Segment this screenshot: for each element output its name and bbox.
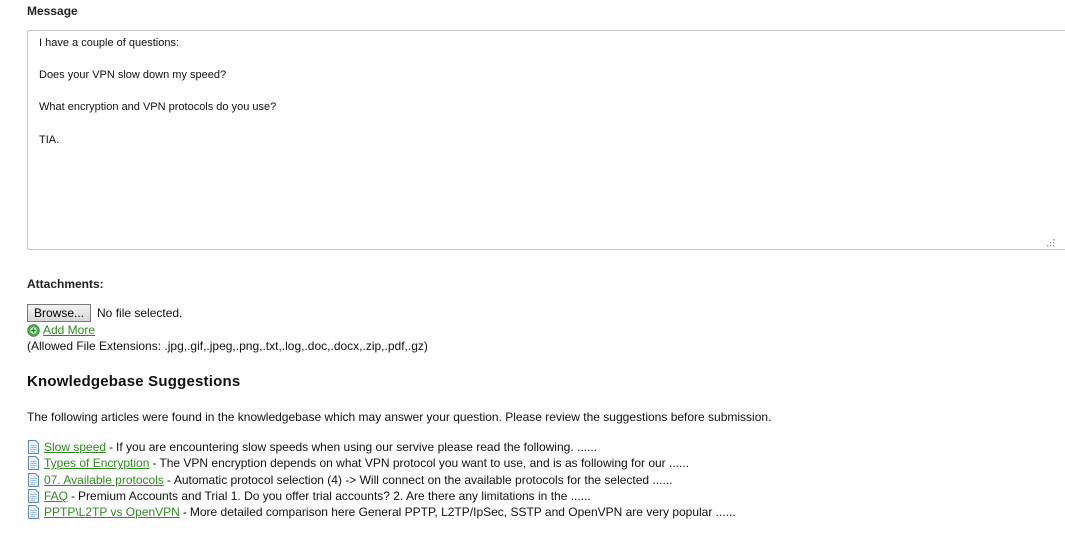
document-icon (27, 473, 40, 487)
no-file-text: No file selected. (97, 306, 183, 320)
add-more-row (27, 323, 95, 337)
message-line: TIA. (39, 134, 60, 146)
message-textarea[interactable] (27, 30, 1065, 250)
add-icon[interactable] (27, 324, 40, 337)
kb-article-excerpt: The VPN encryption depends on what VPN protocol you want to use, and is as following for our ...... (159, 456, 690, 471)
kb-article-link[interactable]: FAQ (44, 489, 69, 504)
file-input (27, 304, 182, 322)
browse-button[interactable]: Browse... (27, 304, 91, 322)
attachments-label: Attachments: (27, 277, 104, 291)
document-icon (27, 505, 40, 519)
kb-article-item: Slow speed - If you are encountering slow speeds when using our servive please read the following. ...... (27, 439, 736, 455)
document-icon (27, 456, 40, 470)
kb-heading: Knowledgebase Suggestions (27, 373, 241, 390)
document-icon (27, 440, 40, 454)
kb-article-link[interactable]: 07. Available protocols (44, 472, 164, 487)
kb-article-excerpt: Automatic protocol selection (4) -> Will connect on the available protocols for the selected ...... (173, 472, 673, 487)
kb-article-excerpt: If you are encountering slow speeds when using our servive please read the following. ...... (116, 440, 597, 455)
kb-article-item: PPTP\L2TP vs OpenVPN - More detailed comparison here General PPTP, L2TP/IpSec, SSTP and OpenVPN are very popular ...... (27, 504, 736, 520)
resize-grip-icon[interactable] (1045, 237, 1055, 247)
kb-article-excerpt: Premium Accounts and Trial 1. Do you offer trial accounts? 2. Are there any limitations in the ...... (78, 489, 591, 504)
message-line: Does your VPN slow down my speed? (39, 69, 227, 81)
kb-article-item: FAQ - Premium Accounts and Trial 1. Do you offer trial accounts? 2. Are there any limitations in the ...... (27, 488, 736, 504)
kb-article-link[interactable]: Slow speed (44, 440, 107, 455)
message-line: What encryption and VPN protocols do you use? (39, 101, 277, 113)
allowed-extensions-text: (Allowed File Extensions: .jpg,.gif,.jpeg,.png,.txt,.log,.doc,.docx,.zip,.pdf,.gz) (27, 339, 428, 353)
kb-article-item: 07. Available protocols - Automatic protocol selection (4) -> Will connect on the available protocols for the selected ...... (27, 472, 736, 488)
kb-article-excerpt: More detailed comparison here General PPTP, L2TP/IpSec, SSTP and OpenVPN are very popular ...... (189, 505, 736, 520)
kb-article-link[interactable]: Types of Encryption (44, 456, 150, 471)
message-line: I have a couple of questions: (39, 37, 180, 49)
kb-suggestion-list (27, 439, 736, 520)
kb-article-item: Types of Encryption - The VPN encryption depends on what VPN protocol you want to use, and is as following for our ...... (27, 455, 736, 471)
kb-article-link[interactable]: PPTP\L2TP vs OpenVPN (44, 505, 180, 520)
add-more-link[interactable]: Add More (43, 323, 96, 337)
message-label: Message (27, 4, 78, 18)
kb-intro: The following articles were found in the knowledgebase which may answer your question. Please review the suggestions before submission. (27, 410, 772, 424)
document-icon (27, 489, 40, 503)
